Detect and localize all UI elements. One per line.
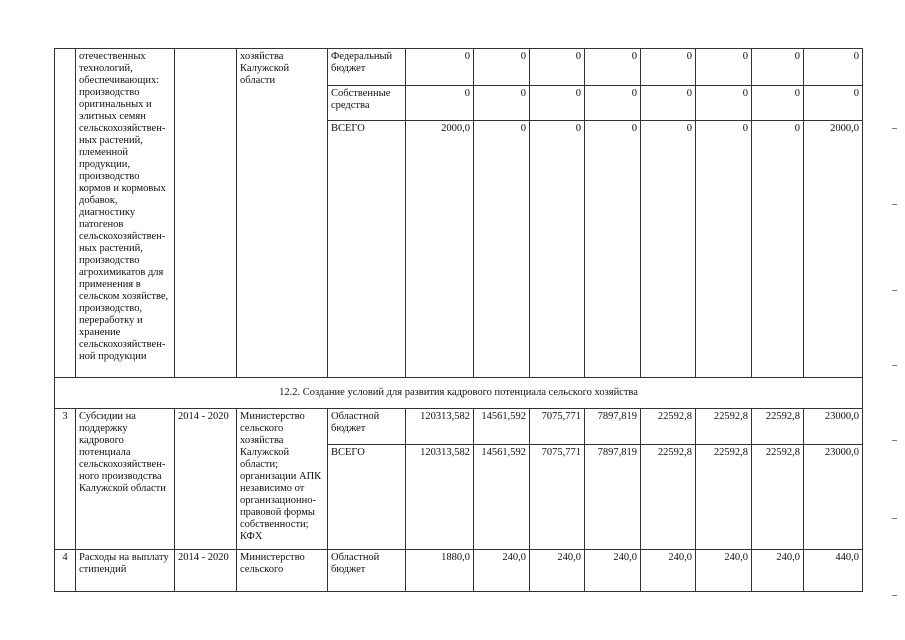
measure-description: Субсидии на поддержку кадрового потенциала сельскохозяйствен-ного производства Калужской области [76, 409, 175, 550]
value-cell: 240,0 [585, 550, 641, 592]
value-cell: 240,0 [641, 550, 696, 592]
value-cell: 0 [804, 86, 863, 121]
value-cell: 2000,0 [406, 121, 474, 378]
funding-source: Собственные средства [328, 86, 406, 121]
value-cell: 0 [530, 86, 585, 121]
scan-mark [892, 290, 897, 291]
period-cell: 2014 - 2020 [175, 550, 237, 592]
value-cell: 7075,771 [530, 409, 585, 445]
scan-mark [892, 365, 897, 366]
scan-mark [892, 204, 897, 205]
budget-table [54, 48, 863, 592]
value-cell: 1880,0 [406, 550, 474, 592]
value-cell: 0 [406, 49, 474, 86]
executor-cell: Министерство сельского хозяйства Калужской области; организации АПК независимо от организационно-правовой формы собственности; КФХ [237, 409, 328, 550]
value-cell: 120313,582 [406, 445, 474, 550]
executor-cell: хозяйства Калужской области [237, 49, 328, 378]
scan-mark [892, 595, 897, 596]
executor-cell: Министерство сельского [237, 550, 328, 592]
value-cell: 0 [804, 49, 863, 86]
value-cell: 7897,819 [585, 445, 641, 550]
value-cell: 0 [474, 121, 530, 378]
value-cell: 7075,771 [530, 445, 585, 550]
value-cell: 22592,8 [641, 445, 696, 550]
value-cell: 240,0 [752, 550, 804, 592]
scan-mark [892, 518, 897, 519]
section-title: 12.2. Создание условий для развития кадрового потенциала сельского хозяйства [55, 378, 863, 409]
value-cell: 0 [696, 86, 752, 121]
value-cell: 14561,592 [474, 409, 530, 445]
value-cell: 22592,8 [641, 409, 696, 445]
row-number: 3 [55, 409, 76, 550]
table-row [55, 409, 863, 445]
value-cell: 240,0 [474, 550, 530, 592]
value-cell: 14561,592 [474, 445, 530, 550]
value-cell: 440,0 [804, 550, 863, 592]
period-cell [175, 49, 237, 378]
funding-source: Областной бюджет [328, 409, 406, 445]
row-number: 4 [55, 550, 76, 592]
value-cell: 22592,8 [696, 409, 752, 445]
value-cell: 0 [696, 49, 752, 86]
scan-mark [892, 440, 897, 441]
measure-description: Расходы на выплату стипендий [76, 550, 175, 592]
value-cell: 23000,0 [804, 445, 863, 550]
scan-mark [892, 128, 897, 129]
period-cell: 2014 - 2020 [175, 409, 237, 550]
value-cell: 0 [585, 86, 641, 121]
value-cell: 0 [752, 49, 804, 86]
value-cell: 0 [641, 121, 696, 378]
value-cell: 22592,8 [752, 445, 804, 550]
funding-source: ВСЕГО [328, 121, 406, 378]
value-cell: 0 [474, 86, 530, 121]
value-cell: 0 [406, 86, 474, 121]
value-cell: 0 [585, 49, 641, 86]
value-cell: 2000,0 [804, 121, 863, 378]
value-cell: 0 [752, 121, 804, 378]
value-cell: 0 [641, 49, 696, 86]
value-cell: 0 [530, 49, 585, 86]
value-cell: 23000,0 [804, 409, 863, 445]
value-cell: 0 [530, 121, 585, 378]
value-cell: 120313,582 [406, 409, 474, 445]
funding-source: Федеральный бюджет [328, 49, 406, 86]
value-cell: 0 [641, 86, 696, 121]
value-cell: 22592,8 [752, 409, 804, 445]
value-cell: 0 [585, 121, 641, 378]
section-row [55, 378, 863, 409]
funding-source: ВСЕГО [328, 445, 406, 550]
funding-source: Областной бюджет [328, 550, 406, 592]
value-cell: 0 [752, 86, 804, 121]
value-cell: 240,0 [696, 550, 752, 592]
table-row [55, 49, 863, 86]
value-cell: 22592,8 [696, 445, 752, 550]
table-row [55, 550, 863, 592]
value-cell: 0 [474, 49, 530, 86]
measure-description: отечественных технологий, обеспечивающих: производство оригинальных и элитных семян сельскохозяйствен-ных растений, племенной продукции, производство кормов и кормовых добавок, диагностику патогенов сельскохозяйствен-ных растений, производство агрохимикатов для применения в сельском хозяйстве, производство, переработку и хранение сельскохозяйствен-ной продукции [76, 49, 175, 378]
value-cell: 0 [696, 121, 752, 378]
row-number-cell [55, 49, 76, 378]
value-cell: 240,0 [530, 550, 585, 592]
value-cell: 7897,819 [585, 409, 641, 445]
